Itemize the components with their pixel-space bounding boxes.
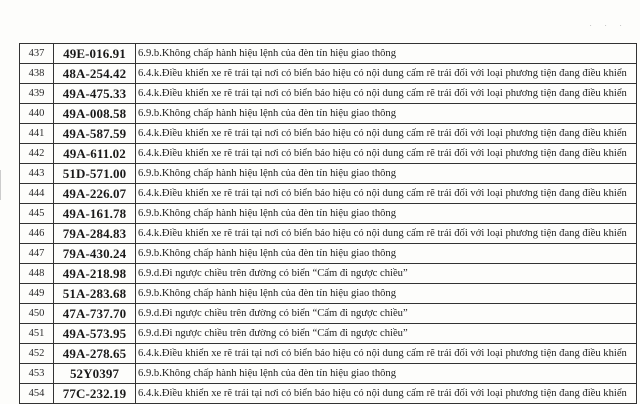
row-number: 437 <box>20 44 54 64</box>
row-number: 447 <box>20 244 54 264</box>
violation-description: 6.9.d.Đi ngược chiều trên đường có biển “Cấm đi ngược chiều” <box>136 304 637 324</box>
table-row <box>20 204 637 224</box>
table-row <box>20 164 637 184</box>
violation-description: 6.9.b.Không chấp hành hiệu lệnh của đèn tín hiệu giao thông <box>136 104 637 124</box>
row-number: 450 <box>20 304 54 324</box>
violation-description: 6.9.d.Đi ngược chiều trên đường có biển “Cấm đi ngược chiều” <box>136 324 637 344</box>
row-number: 449 <box>20 284 54 304</box>
violation-description: 6.9.b.Không chấp hành hiệu lệnh của đèn tín hiệu giao thông <box>136 204 637 224</box>
row-number: 445 <box>20 204 54 224</box>
table-row <box>20 364 637 384</box>
violation-description: 6.4.k.Điều khiển xe rẽ trái tại nơi có biển báo hiệu có nội dung cấm rẽ trái đối với loại phương tiện đang điều khiển <box>136 384 637 404</box>
license-plate: 49A-587.59 <box>54 124 136 144</box>
scan-edge-mark <box>0 170 4 200</box>
violation-description: 6.4.k.Điều khiển xe rẽ trái tại nơi có biển báo hiệu có nội dung cấm rẽ trái đối với loại phương tiện đang điều khiển <box>136 84 637 104</box>
violations-table <box>19 43 637 404</box>
row-number: 440 <box>20 104 54 124</box>
row-number: 451 <box>20 324 54 344</box>
table-row <box>20 124 637 144</box>
license-plate: 49A-008.58 <box>54 104 136 124</box>
license-plate: 48A-254.42 <box>54 64 136 84</box>
license-plate: 49A-475.33 <box>54 84 136 104</box>
violation-description: 6.9.b.Không chấp hành hiệu lệnh của đèn tín hiệu giao thông <box>136 44 637 64</box>
violation-description: 6.4.k.Điều khiển xe rẽ trái tại nơi có biển báo hiệu có nội dung cấm rẽ trái đối với loại phương tiện đang điều khiển <box>136 224 637 244</box>
table-row <box>20 304 637 324</box>
table-row <box>20 384 637 404</box>
license-plate: 49A-161.78 <box>54 204 136 224</box>
row-number: 446 <box>20 224 54 244</box>
license-plate: 49E-016.91 <box>54 44 136 64</box>
table-row <box>20 144 637 164</box>
violation-description: 6.4.k.Điều khiển xe rẽ trái tại nơi có biển báo hiệu có nội dung cấm rẽ trái đối với loại phương tiện đang điều khiển <box>136 144 637 164</box>
table-row <box>20 244 637 264</box>
table-row <box>20 64 637 84</box>
table-row <box>20 264 637 284</box>
row-number: 453 <box>20 364 54 384</box>
violation-description: 6.9.b.Không chấp hành hiệu lệnh của đèn tín hiệu giao thông <box>136 244 637 264</box>
violation-description: 6.9.b.Không chấp hành hiệu lệnh của đèn tín hiệu giao thông <box>136 364 637 384</box>
violation-description: 6.9.b.Không chấp hành hiệu lệnh của đèn tín hiệu giao thông <box>136 284 637 304</box>
license-plate: 77C-232.19 <box>54 384 136 404</box>
violation-description: 6.4.k.Điều khiển xe rẽ trái tại nơi có biển báo hiệu có nội dung cấm rẽ trái đối với loại phương tiện đang điều khiển <box>136 124 637 144</box>
violation-description: 6.9.d.Đi ngược chiều trên đường có biển “Cấm đi ngược chiều” <box>136 264 637 284</box>
license-plate: 49A-218.98 <box>54 264 136 284</box>
violation-description: 6.9.b.Không chấp hành hiệu lệnh của đèn tín hiệu giao thông <box>136 164 637 184</box>
license-plate: 49A-278.65 <box>54 344 136 364</box>
table-row <box>20 84 637 104</box>
table-row <box>20 184 637 204</box>
table-row <box>20 104 637 124</box>
row-number: 442 <box>20 144 54 164</box>
row-number: 448 <box>20 264 54 284</box>
table-row <box>20 44 637 64</box>
row-number: 454 <box>20 384 54 404</box>
license-plate: 52Y0397 <box>54 364 136 384</box>
row-number: 444 <box>20 184 54 204</box>
license-plate: 51D-571.00 <box>54 164 136 184</box>
table-row <box>20 284 637 304</box>
license-plate: 51A-283.68 <box>54 284 136 304</box>
table-row <box>20 324 637 344</box>
license-plate: 79A-430.24 <box>54 244 136 264</box>
table-row <box>20 344 637 364</box>
row-number: 439 <box>20 84 54 104</box>
row-number: 441 <box>20 124 54 144</box>
violations-table-body <box>20 44 637 404</box>
violation-description: 6.4.k.Điều khiển xe rẽ trái tại nơi có biển báo hiệu có nội dung cấm rẽ trái đối với loại phương tiện đang điều khiển <box>136 184 637 204</box>
violation-description: 6.4.k.Điều khiển xe rẽ trái tại nơi có biển báo hiệu có nội dung cấm rẽ trái đối với loại phương tiện đang điều khiển <box>136 344 637 364</box>
license-plate: 49A-226.07 <box>54 184 136 204</box>
violation-description: 6.4.k.Điều khiển xe rẽ trái tại nơi có biển báo hiệu có nội dung cấm rẽ trái đối với loại phương tiện đang điều khiển <box>136 64 637 84</box>
row-number: 438 <box>20 64 54 84</box>
license-plate: 49A-611.02 <box>54 144 136 164</box>
license-plate: 49A-573.95 <box>54 324 136 344</box>
license-plate: 79A-284.83 <box>54 224 136 244</box>
row-number: 443 <box>20 164 54 184</box>
license-plate: 47A-737.70 <box>54 304 136 324</box>
table-row <box>20 224 637 244</box>
scan-specks: . . . <box>590 22 628 28</box>
row-number: 452 <box>20 344 54 364</box>
